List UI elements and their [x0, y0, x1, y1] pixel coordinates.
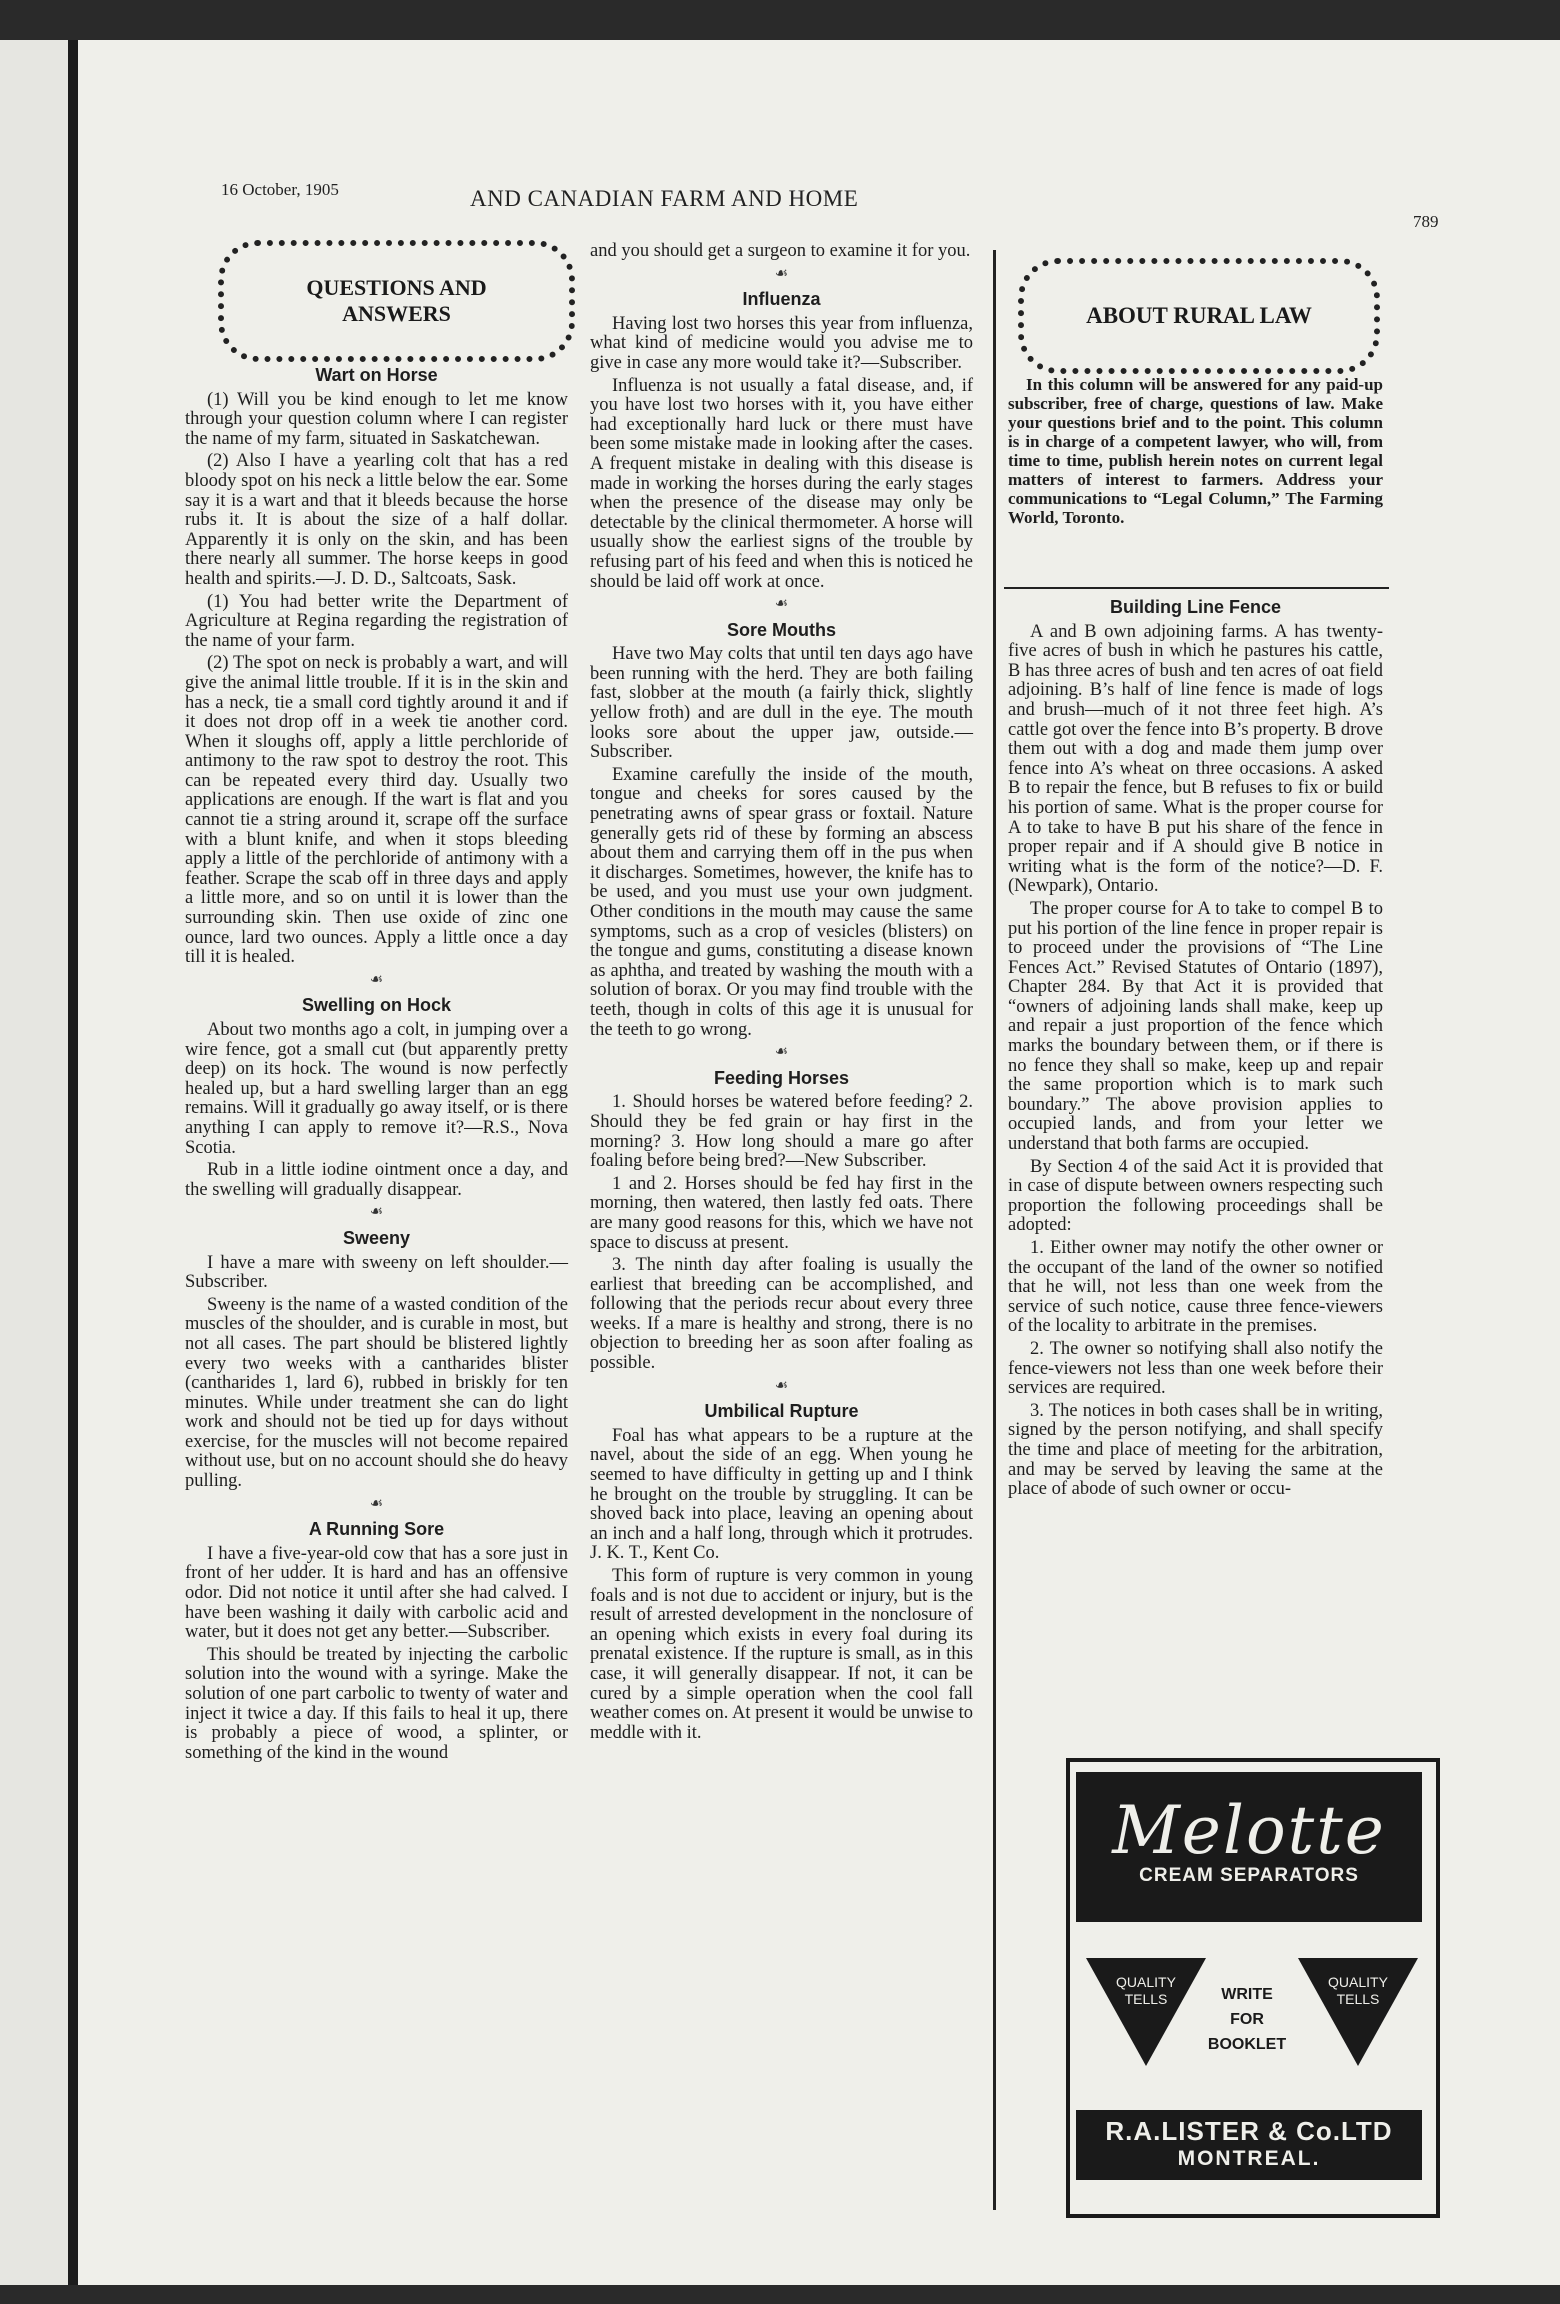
column-rural-law	[1008, 375, 1383, 530]
paragraph: This should be treated by injecting the carbolic solution into the wound with a syringe. Make the solution of one part carbolic to twenty of water and inject it twice a day. If this fails to heal it up, there is probably a piece of wood, a splinter, or something of the kind in the wound	[185, 1644, 568, 1763]
heading-sweeny: Sweeny	[342, 1227, 411, 1248]
paragraph: A and B own adjoining farms. A has twenty-five acres of bush in which he pastures his cattle, B has three acres of bush and ten acres of oat field adjoining. B’s half of line fence is made of logs and brush—much of it not three feet high. A’s cattle got over the fence into B’s property. B drove them out with a dog and made them jump over fence into A’s wheat on three occasions. A asked B to repair the fence, but B refuses to fix or build his portion of same. What is the proper course for A to take to have B put his share of the fence in proper repair and if A should give B notice in writing what is the form of the notice?—D. F. (Newpark), Ontario.	[1008, 621, 1383, 897]
paragraph: (1) You had better write the Department of Agriculture at Regina regarding the registration of the name of your farm.	[185, 591, 568, 651]
ad-company-panel	[1076, 2110, 1422, 2180]
column-middle	[590, 242, 973, 1746]
paragraph: Having lost two horses this year from influenza, what kind of medicine would you advise me to give in case any more would take it?—Subscriber.	[590, 313, 973, 373]
ornament-icon: ☙	[774, 1377, 789, 1394]
ad-brand-logo: Melotte	[1112, 1792, 1386, 1869]
running-title: AND CANADIAN FARM AND HOME	[470, 186, 859, 211]
paragraph: 3. The notices in both cases shall be in writing, signed by the person notifying, and shall specify the time and place of meeting for the arbitration, and may be served by leaving the same at the place of abode of such owner or occu-	[1008, 1400, 1383, 1500]
ad-brand-panel	[1076, 1772, 1422, 1922]
paragraph: Rub in a little iodine ointment once a day, and the swelling will gradually disappear.	[185, 1160, 568, 1200]
heading-wart-on-horse: Wart on Horse	[315, 365, 438, 385]
paragraph: I have a five-year-old cow that has a sore just in front of her udder. It is hard and has an offensive odor. Did not notice it until after she had calved. I have been washing it daily with carbolic acid and water, but it does not get any better.—Subscriber.	[185, 1543, 568, 1643]
quality-tells-left: QUALITY TELLS	[1116, 1974, 1176, 2007]
paragraph: 2. The owner so notifying shall also notify the fence-viewers not less than one week before their services are required.	[1008, 1338, 1383, 1399]
paragraph: 1. Either owner may notify the other owner or the occupant of the land of the owner so notified that he will, not less than one week from the service of such notice, cause three fence-viewers of the locality to arbitrate in the premises.	[1008, 1238, 1383, 1337]
melotte-advertisement	[1066, 1758, 1440, 2218]
for-line: FOR	[1230, 2011, 1264, 2028]
heading-building-line-fence: Building Line Fence	[1109, 597, 1281, 617]
heading-sore-mouths: Sore Mouths	[726, 619, 836, 640]
ad-brand-subtitle: CREAM SEPARATORS	[1139, 1865, 1359, 1886]
ornament-icon: ☙	[369, 971, 384, 988]
column-rule-right	[993, 250, 996, 2210]
rural-law-box	[1018, 258, 1380, 374]
ornament-icon: ☙	[369, 1204, 384, 1221]
paragraph: 1. Should horses be watered before feeding? 2. Should they be fed grain or hay first in the morning? 3. How long should a mare go after foaling before being bred?—New Subscriber.	[590, 1092, 973, 1172]
paragraph: Influenza is not usually a fatal disease, and, if you have lost two horses with it, you have either had exceptionally hard luck or there must have been some mistake made in looking after the cases. A frequent mistake in dealing with this disease is made in working the horses during the early stages when the presence of the disease may only be detectable by the clinical thermometer. A horse will usually show the earliest signs of the trouble by refusing part of his feed and when this is noticed he should be laid off work at once.	[590, 375, 973, 592]
booklet-line: BOOKLET	[1207, 2036, 1287, 2053]
heading-feeding-horses: Feeding Horses	[713, 1067, 850, 1088]
heading-umbilical-rupture: Umbilical Rupture	[704, 1401, 859, 1422]
column-questions	[185, 360, 568, 1766]
issue-date: 16 October, 1905	[221, 180, 339, 199]
ornament-icon: ☙	[369, 1495, 384, 1512]
paragraph: (1) Will you be kind enough to let me know through your question column where I can register the name of my farm, situated in Saskatchewan.	[185, 389, 568, 449]
paragraph: Have two May colts that until ten days ago have been running with the herd. They are both failing fast, slobber at the mouth (a fairly thick, slightly yellow froth) and are dull in the eye. The mouth looks sore about the upper jaw, outside.—Subscriber.	[590, 644, 973, 763]
paragraph: Sweeny is the name of a wasted condition of the muscles of the shoulder, and is curable in most, but not all cases. The part should be blistered lightly every two weeks with a cantharides blister (cantharides 1, lard 6), rubbed in briskly for ten minutes. While under treatment she can do light work and should not be tied up for days without exercise, for the muscles will not become repaired without use, but on no account should she do heavy pulling.	[185, 1294, 568, 1492]
paragraph: The proper course for A to take to compel B to put his portion of the line fence in proper repair is to proceed under the provisions of “The Line Fences Act.” Revised Statutes of Ontario (1897), Chapter 284. By that Act it is provided that “owners of adjoining lands shall make, keep up and repair a just proportion of the fence which marks the boundary between them, or if there is no fence they shall so make, keep up and repair the same proportion which is to mark such boundary.” The above provision applies to occupied lands, and from your letter we understand that both farms are occupied.	[1008, 898, 1383, 1155]
paragraph: (2) Also I have a yearling colt that has a red bloody spot on his neck a little below the ear. Some say it is a wart and that it bleeds because the horse rubs it. It is about the size of a half dollar. Apparently it is only on the skin, and has been there nearly all summer. The horse keeps in good health and spirits.—J. D. D., Saltcoats, Sask.	[185, 451, 568, 589]
write-line: WRITE	[1221, 1986, 1273, 2003]
ad-company-city: MONTREAL.	[1177, 2147, 1321, 2170]
newspaper-page	[78, 40, 1560, 2285]
ornament-icon: ☙	[774, 265, 789, 282]
paragraph: Foal has what appears to be a rupture at the navel, about the side of an egg. When young he seemed to have difficulty in getting up and I think he brought on the trouble by struggling. It can be shoved back into place, leaving an opening about an inch and a half long, through which it protrudes. J. K. T., Kent Co.	[590, 1425, 973, 1564]
paragraph: and you should get a surgeon to examine it for you.	[590, 241, 971, 261]
paragraph: (2) The spot on neck is probably a wart, and will give the animal little trouble. If it is in the skin and has a neck, tie a small cord tightly around it and if it does not drop off in a week tie another cord. When it sloughs off, apply a little perchloride of antimony to the raw spot to destroy the root. This can be repeated every third day. Usually two applications are enough. If the wart is flat and you cannot tie a string around it, scrape off the surface with a blunt knife, and when it stops bleeding apply a little of the perchloride of antimony with a feather. Scrape the scab off in three days and apply a little more, and so on until it is lower than the surrounding skin. Then use oxide of zinc one ounce, lard two ounces. Apply a little once a day till it is healed.	[185, 653, 568, 968]
paragraph: 3. The ninth day after foaling is usually the earliest that breeding can be accomplished, and following that the periods recur about every three weeks. If a mare is healthy and strong, there is no objection to breeding her as soon after foaling as possible.	[590, 1255, 973, 1374]
column-rural-law-body	[1008, 592, 1383, 1503]
paragraph: I have a mare with sweeny on left shoulder.—Subscriber.	[185, 1252, 568, 1293]
ornament-icon: ☙	[774, 596, 789, 613]
paragraph: Examine carefully the inside of the mouth, tongue and cheeks for sores caused by the penetrating awns of spear grass or foxtail. Nature generally gets rid of these by forming an abscess about them and carrying them off in the pus when it discharges. Sometimes, however, the knife has to be used, and you must use your own judgment. Other conditions in the mouth may cause the same symptoms, such as a crop of vesicles (blisters) on the tongue and gums, constituting a disease known as aphtha, and treated by washing the mouth with a solution of borax. Or you may find trouble with the teeth, though in colts of this age it is unusual for the teeth to go wrong.	[590, 764, 973, 1040]
paragraph: 1 and 2. Horses should be fed hay first in the morning, then watered, then lastly fed oats. There are many good reasons for this, which we have not space to discuss at present.	[590, 1173, 973, 1253]
heading-swelling-on-hock: Swelling on Hock	[301, 995, 452, 1016]
paragraph: About two months ago a colt, in jumping over a wire fence, got a small cut (but apparently pretty deep) on its hock. The wound is now perfectly healed up, but a hard swelling larger than an egg remains. Will it gradually go away itself, or is there anything I can apply to remove it?—R.S., Nova Scotia.	[185, 1020, 568, 1158]
rural-law-intro: In this column will be answered for any paid-up subscriber, free of charge, questions of law. Make your questions brief and to the point. This column is in charge of a competent lawyer, who will, from time to time, publish herein notes on current legal matters of interest to farmers. Address your communications to “Legal Column,” The Farming World, Toronto.	[1008, 375, 1383, 527]
ad-company-name: R.A.LISTER & Co.LTD	[1105, 2116, 1393, 2146]
ornament-icon: ☙	[774, 1044, 789, 1061]
quality-tells-right: QUALITY TELLS	[1328, 1974, 1388, 2007]
write-for-booklet	[1202, 1982, 1292, 2057]
heading-a-running-sore: A Running Sore	[308, 1519, 445, 1540]
page-number: 789	[1413, 212, 1439, 231]
facing-page-strip	[0, 40, 70, 2285]
heading-influenza: Influenza	[742, 289, 821, 310]
paragraph: By Section 4 of the said Act it is provided that in case of dispute between owners respecting such proportion the following proceedings shall be adopted:	[1008, 1156, 1383, 1236]
paragraph: This form of rupture is very common in young foals and is not due to accident or injury, but is the result of arrested development in the nonclosure of an opening which exists in every foal during its prenatal existence. If the rupture is small, as in this case, it will generally disappear. If not, it can be cured by a simple operation when the cool fall weather comes on. At present it would be unwise to meddle with it.	[590, 1566, 973, 1743]
intro-rule	[1004, 587, 1389, 589]
questions-answers-title: QUESTIONS AND ANSWERS	[306, 275, 487, 326]
rural-law-title: ABOUT RURAL LAW	[1086, 303, 1312, 328]
page-binding-edge	[68, 40, 78, 2285]
questions-answers-box	[218, 240, 575, 362]
